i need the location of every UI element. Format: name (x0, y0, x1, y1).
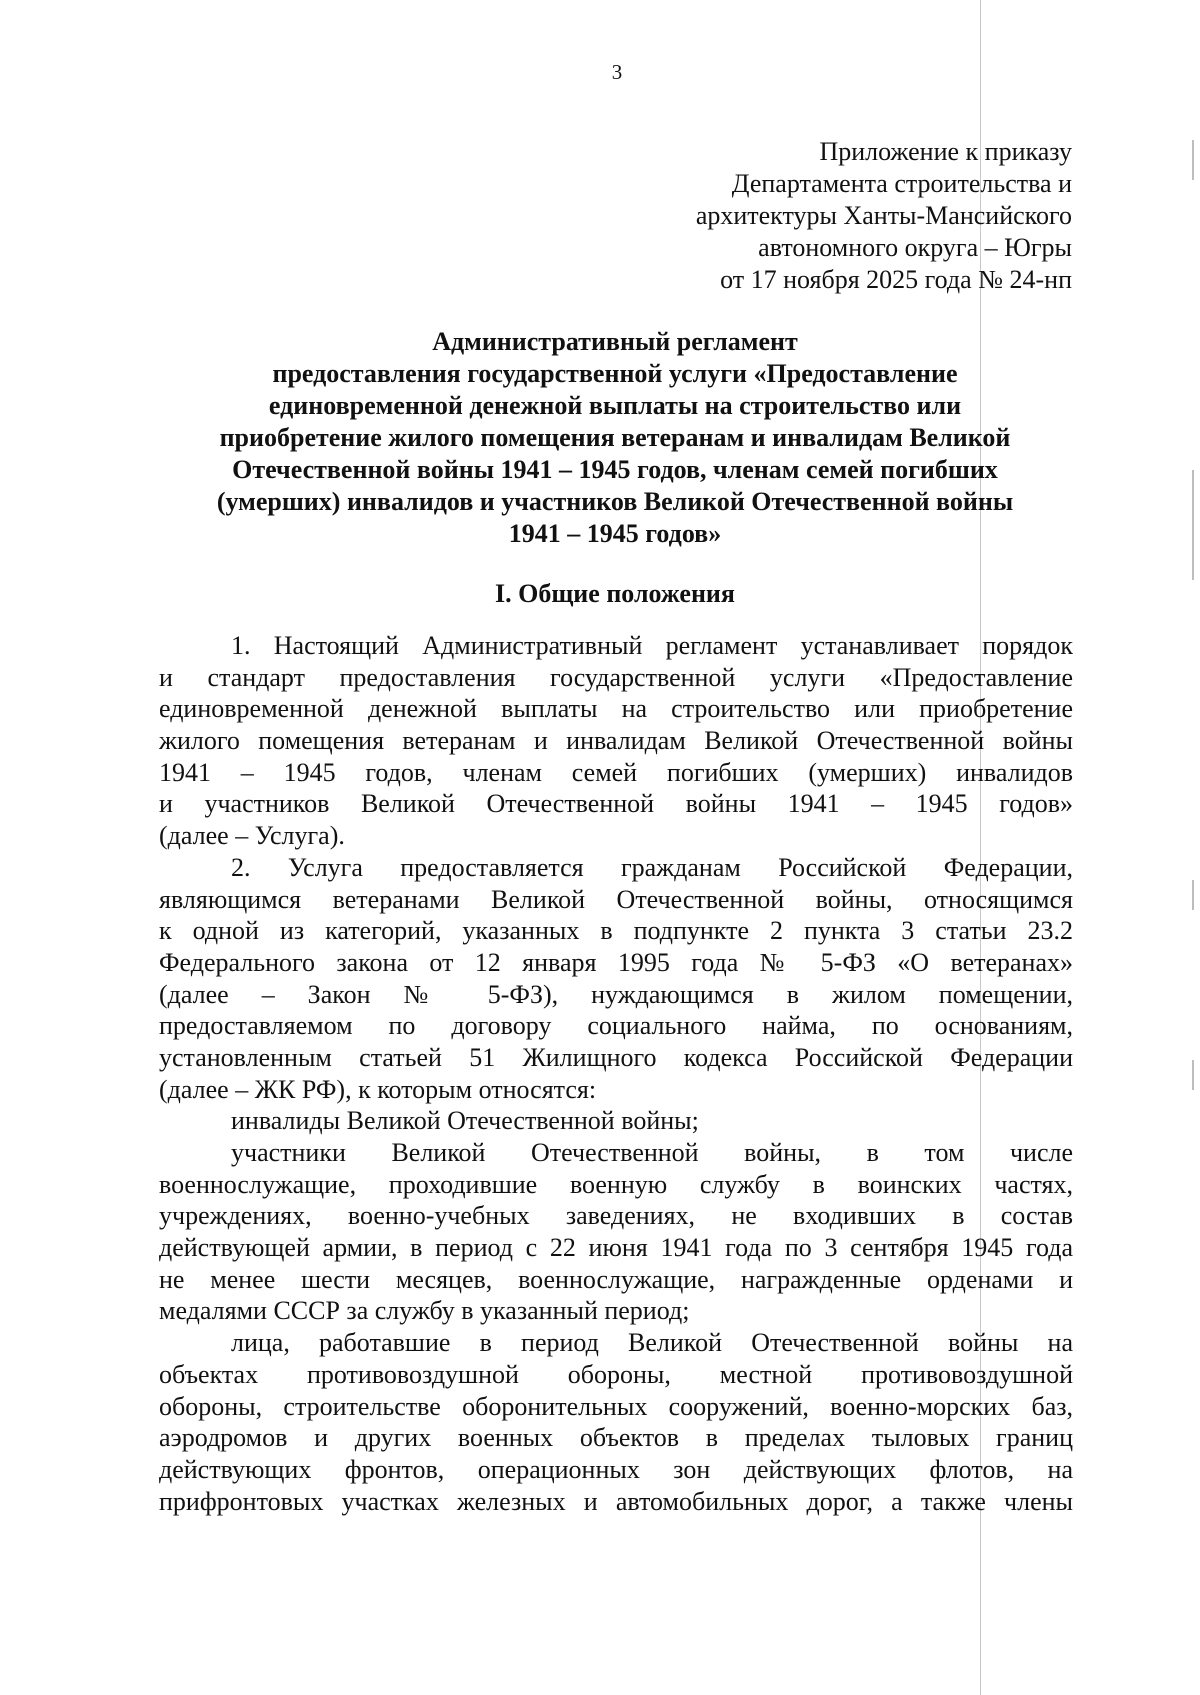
text-line: предоставляемом по договору социального найма, по основаниям, (159, 1011, 1073, 1041)
text-line: медалями СССР за службу в указанный период; (159, 1296, 690, 1326)
title-line: единовременной денежной выплаты на строительство или (268, 391, 962, 420)
text-line: (далее – Услуга). (159, 821, 345, 851)
text-line: лица, работавшие в период Великой Отечественной войны на (231, 1328, 1073, 1358)
appendix-line: автономного округа – Югры (758, 233, 1072, 262)
text-line: 1. Настоящий Административный регламент устанавливает порядок (231, 631, 1073, 660)
appendix-line: архитектуры Ханты-Мансийского (695, 201, 1072, 230)
text-line: и участников Великой Отечественной войны 1941 – 1945 годов» (159, 789, 1073, 819)
scan-edge-mark (1192, 880, 1194, 910)
appendix-reference (696, 136, 1072, 296)
text-line: являющимся ветеранами Великой Отечественной войны, относящимся (159, 884, 1073, 914)
title-line: (умерших) инвалидов и участников Великой Отечественной войны (216, 487, 1014, 516)
scan-edge-mark (1192, 470, 1194, 580)
title-line: предоставления государственной услуги «Предоставление (272, 359, 958, 388)
text-line: инвалиды Великой Отечественной войны; (231, 1106, 699, 1136)
section-heading: I. Общие положения (495, 579, 735, 608)
title-line: Отечественной войны 1941 – 1945 годов, членам семей погибших (232, 455, 998, 484)
text-line: объектах противовоздушной обороны, местной противовоздушной (159, 1359, 1073, 1389)
text-line: (далее – ЖК РФ), к которым относятся: (159, 1074, 597, 1104)
text-line: обороны, строительстве оборонительных сооружений, военно-морских баз, (159, 1391, 1073, 1421)
text-line: 2. Услуга предоставляется гражданам Российской Федерации, (231, 852, 1073, 882)
text-line: жилого помещения ветеранам и инвалидам Великой Отечественной войны (159, 726, 1073, 756)
scan-edge-mark (1192, 140, 1194, 180)
appendix-line: Приложение к приказу (819, 137, 1072, 166)
title-line: приобретение жилого помещения ветеранам и инвалидам Великой (219, 423, 1011, 452)
text-line: и стандарт предоставления государственной услуги «Предоставление (159, 662, 1073, 692)
appendix-line: от 17 ноября 2025 года № 24-нп (720, 265, 1072, 294)
text-line: прифронтовых участках железных и автомобильных дорог, а также члены (159, 1486, 1073, 1516)
text-line: участники Великой Отечественной войны, в том числе (231, 1138, 1073, 1167)
paragraph-1 (159, 630, 1073, 852)
text-line: учреждениях, военно-учебных заведениях, не входивших в состав (159, 1201, 1073, 1231)
text-line: не менее шести месяцев, военнослужащие, награжденные орденами и (159, 1264, 1073, 1294)
text-line: к одной из категорий, указанных в подпункте 2 пункта 3 статьи 23.2 (159, 916, 1073, 946)
text-line: единовременной денежной выплаты на строительство или приобретение (159, 694, 1073, 724)
scan-edge-mark (1192, 1060, 1194, 1090)
title-line: 1941 – 1945 годов» (508, 519, 722, 548)
text-line: действующей армии, в период с 22 июня 1941 года по 3 сентября 1945 года (159, 1233, 1073, 1263)
text-line: (далее – Закон № 5-ФЗ), нуждающимся в жилом помещении, (159, 979, 1073, 1009)
list-item-category (159, 1327, 1073, 1517)
title-line: Административный регламент (432, 327, 798, 356)
list-item-category (159, 1105, 1073, 1137)
document-title (140, 326, 1090, 550)
paragraph-2 (159, 852, 1073, 1106)
list-item-category (159, 1137, 1073, 1327)
text-line: действующих фронтов, операционных зон действующих флотов, на (159, 1454, 1073, 1484)
body-text (159, 630, 1073, 1517)
text-line: аэродромов и других военных объектов в пределах тыловых границ (159, 1423, 1073, 1453)
text-line: военнослужащие, проходившие военную службу в воинских частях, (159, 1169, 1073, 1199)
text-line: 1941 – 1945 годов, членам семей погибших (умерших) инвалидов (159, 757, 1073, 787)
text-line: Федерального закона от 12 января 1995 года № 5-ФЗ «О ветеранах» (159, 947, 1073, 977)
page-number: 3 (611, 60, 623, 84)
appendix-line: Департамента строительства и (731, 169, 1072, 198)
text-line: установленным статьей 51 Жилищного кодекса Российской Федерации (159, 1042, 1073, 1072)
